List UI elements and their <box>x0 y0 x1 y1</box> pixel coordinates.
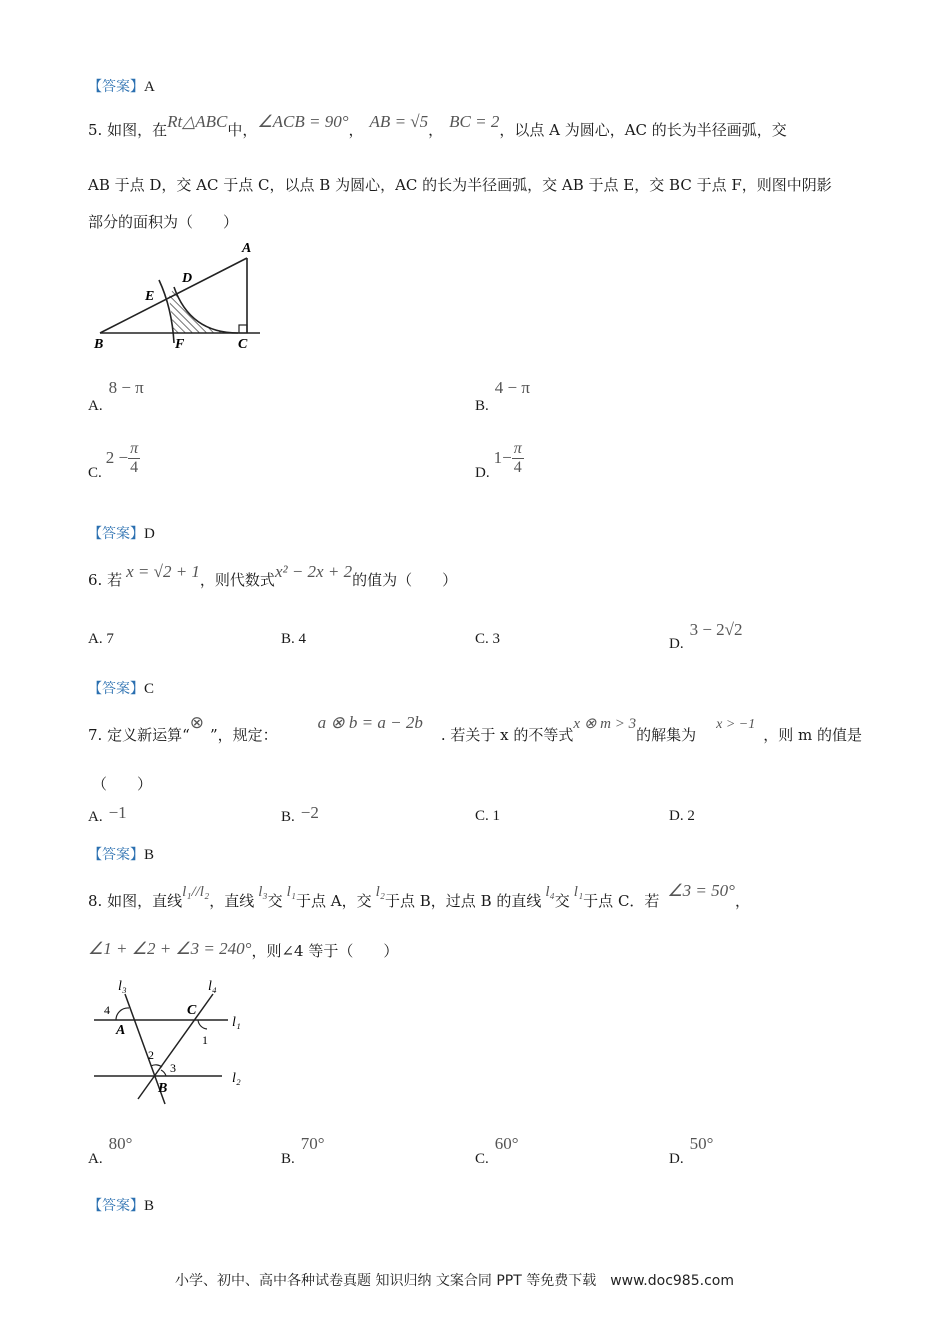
q5-text: 中， <box>227 121 258 139</box>
option-value: 3 − 2√2 <box>689 620 743 639</box>
q5-triangle: Rt△ABC <box>167 112 228 131</box>
q5-option-a[interactable] <box>88 378 144 414</box>
q7-solution: x > −1 <box>716 717 756 732</box>
answer-label: 【答案】 <box>88 79 144 95</box>
q7-line2: （ ） <box>92 775 153 793</box>
q5-option-b[interactable] <box>475 378 530 414</box>
label-3: 3 <box>170 1061 176 1075</box>
q5-line1 <box>88 112 787 140</box>
answer-q6 <box>88 678 154 698</box>
q8-text: 8. 如图，直线 <box>88 892 183 910</box>
answer-label: 【答案】 <box>88 847 144 863</box>
q7-text: 的解集为 <box>636 726 697 744</box>
answer-label: 【答案】 <box>88 526 144 542</box>
q5-option-c[interactable] <box>88 440 140 481</box>
q5-line2: AB 于点 D，交 AC 于点 C，以点 B 为圆心，AC 的长为半径画弧，交 AB 于点 E，交 BC 于点 F，则图中阴影 <box>88 176 832 194</box>
label-4: 4 <box>104 1003 110 1017</box>
q8-l3: l₃ <box>258 884 268 900</box>
q6-option-a[interactable]: A. 7 <box>88 631 114 647</box>
answer-q8 <box>88 1195 154 1215</box>
q8-sum: ∠1 + ∠2 + ∠3 = 240° <box>88 939 252 958</box>
q8-text: ，直线 <box>209 892 255 910</box>
fraction-den: 4 <box>513 459 522 476</box>
q5-text: ， <box>428 121 444 139</box>
page-footer: 小学、初中、高中各种试卷真题 知识归纳 文案合同 PPT 等免费下载 www.doc985.com <box>175 1273 734 1289</box>
q7-line1 <box>88 713 862 747</box>
q8-line2 <box>88 941 398 961</box>
q8-l2: l₂ <box>375 884 386 900</box>
q5-ab: AB = √5 <box>369 112 429 131</box>
option-label: C. <box>88 464 102 481</box>
q8-text: ，则∠4 等于（ ） <box>251 942 399 960</box>
option-label: A. <box>88 398 103 414</box>
q5-angle: ∠ACB = 90° <box>257 112 349 131</box>
option-value: 2 − <box>105 447 129 467</box>
fraction-den: 4 <box>130 459 139 476</box>
q8-parallel: l₁//l₂ <box>182 884 210 900</box>
label-E: E <box>145 289 155 304</box>
answer-q7 <box>88 844 154 864</box>
answer-q5 <box>88 523 155 543</box>
option-label: B. <box>281 1151 295 1167</box>
answer-label: 【答案】 <box>88 681 144 697</box>
q8-angle3: ∠3 = 50° <box>667 881 735 900</box>
q8-option-a[interactable] <box>88 1134 133 1167</box>
label-2: 2 <box>148 1048 154 1062</box>
fraction-num: π <box>130 440 139 457</box>
q8-text: 于点 B，过点 B 的直线 <box>385 892 542 910</box>
q8-l1: l₁ <box>286 884 297 900</box>
q6-text: ，则代数式 <box>199 571 275 589</box>
fraction <box>128 440 140 477</box>
q7-option-a[interactable] <box>88 803 127 826</box>
label-C: C <box>187 1003 197 1018</box>
option-value: −2 <box>300 803 319 822</box>
q8-text: 于点 C．若 <box>583 892 660 910</box>
label-B: B <box>94 337 104 350</box>
q6-text: 6. 若 <box>88 571 123 589</box>
q7-option-c[interactable]: C. 1 <box>475 808 501 824</box>
answer-value: D <box>144 526 155 542</box>
q8-l1: l₁ <box>573 884 584 900</box>
q5-text: ，以点 A 为圆心，AC 的长为半径画弧，交 <box>499 121 787 139</box>
q7-operator: ⊗ <box>189 713 204 732</box>
option-value: −1 <box>108 803 127 822</box>
label-l1: l₁ <box>232 1015 241 1030</box>
label-A: A <box>116 1023 126 1038</box>
label-l3: l₃ <box>118 979 127 994</box>
label-D: D <box>182 271 193 286</box>
q5-bc: BC = 2 <box>449 112 500 131</box>
fraction <box>512 440 524 477</box>
q5-figure <box>90 238 270 350</box>
label-l4: l₄ <box>208 979 217 994</box>
option-label: B. <box>475 398 489 414</box>
option-label: B. <box>281 809 295 825</box>
q6-line1 <box>88 562 458 590</box>
q8-text: 于点 A，交 <box>296 892 372 910</box>
answer-value: B <box>144 1198 155 1214</box>
option-value: 4 − π <box>494 378 530 397</box>
q8-option-d[interactable] <box>669 1134 714 1167</box>
label-1: 1 <box>202 1033 208 1047</box>
q5-line3: 部分的面积为（ ） <box>88 213 239 231</box>
label-A: A <box>242 241 252 256</box>
option-value: 50° <box>689 1134 714 1153</box>
option-label: A. <box>88 1151 103 1167</box>
q8-text: 交 <box>554 892 570 910</box>
q7-option-d[interactable]: D. 2 <box>669 808 695 824</box>
option-value: 8 − π <box>108 378 144 397</box>
q6-option-b[interactable]: B. 4 <box>281 631 307 647</box>
q7-text: ”，规定： <box>210 726 278 744</box>
answer-value: A <box>144 79 155 95</box>
option-label: D. <box>669 636 684 652</box>
q8-option-b[interactable] <box>281 1134 325 1167</box>
q5-option-d[interactable] <box>475 440 524 481</box>
q7-rule: a ⊗ b = a − 2b <box>317 713 423 732</box>
fraction-num: π <box>513 440 522 457</box>
answer-label: 【答案】 <box>88 1198 144 1214</box>
option-value: 1− <box>493 447 512 467</box>
option-label: C. <box>475 1151 489 1167</box>
q6-option-c[interactable]: C. 3 <box>475 631 501 647</box>
q7-inequality: x ⊗ m > 3 <box>573 716 637 732</box>
q6-expr: x² − 2x + 2 <box>274 562 353 581</box>
label-F: F <box>175 337 185 350</box>
q8-option-c[interactable] <box>475 1134 519 1167</box>
q8-figure <box>90 974 260 1106</box>
q8-line1 <box>88 881 750 912</box>
q7-text: 7. 定义新运算“ <box>88 726 190 744</box>
option-value: 80° <box>108 1134 133 1153</box>
option-label: D. <box>669 1151 684 1167</box>
answer-value: C <box>144 681 155 697</box>
label-l2: l₂ <box>232 1071 241 1086</box>
option-label: A. <box>88 809 103 825</box>
option-value: 70° <box>300 1134 325 1153</box>
q7-text: . 若关于 x 的不等式 <box>440 726 574 744</box>
answer-value: B <box>144 847 155 863</box>
answer-q4 <box>88 76 155 96</box>
q8-text: 交 <box>267 892 283 910</box>
option-value: 60° <box>494 1134 519 1153</box>
q5-text: ， <box>348 121 364 139</box>
q8-l4: l₄ <box>545 884 555 900</box>
q6-text: 的值为（ ） <box>352 571 458 589</box>
q5-text: 5. 如图，在 <box>88 121 168 139</box>
label-C: C <box>238 337 248 350</box>
label-B: B <box>158 1081 168 1096</box>
q8-text: ， <box>734 892 750 910</box>
q7-text: ，则 m 的值是 <box>763 726 862 744</box>
option-label: D. <box>475 464 490 481</box>
q6-option-d[interactable] <box>669 620 743 652</box>
q6-x: x = √2 + 1 <box>126 562 200 581</box>
q7-option-b[interactable] <box>281 803 319 826</box>
